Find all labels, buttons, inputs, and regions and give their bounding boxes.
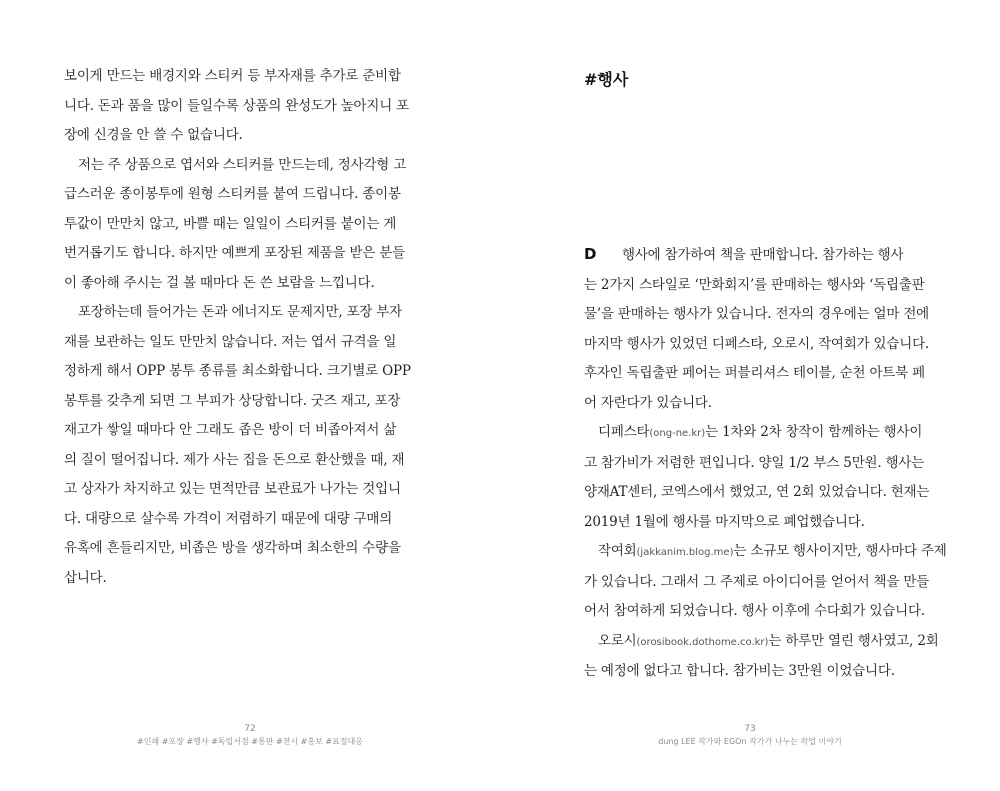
text-line — [584, 330, 940, 360]
text-segment: 는 1차와 2차 창작이 함께하는 행사이 — [705, 424, 923, 440]
url-note: (orosibook.dothome.co.kr) — [636, 636, 769, 648]
text-line: 급스러운 종이봉투에 원형 스티커를 붙여 드립니다. 종이봉 — [64, 186, 401, 202]
text-segment: 디페스타 — [598, 424, 650, 440]
right-running-footer: dung LEE 작가와 EGOn 작가가 나누는 작업 이야기 — [658, 737, 842, 746]
text-line — [584, 240, 940, 271]
text-line — [584, 389, 940, 419]
text-line: 정하게 해서 OPP 봉투 종류를 최소화합니다. 크기별로 OPP — [64, 363, 411, 379]
text-segment: 고 참가비가 저렴한 편입니다. 양일 1/2 부스 5만원. 행사는 — [584, 454, 925, 471]
text-line — [584, 537, 947, 568]
text-line — [584, 300, 940, 330]
text-line: 삽니다. — [64, 569, 107, 586]
text-line — [584, 627, 940, 658]
text-line — [584, 418, 940, 449]
right-page — [500, 0, 1000, 791]
left-page-number: 72 — [244, 724, 256, 734]
dropcap: D — [584, 245, 597, 263]
text-line — [584, 597, 940, 627]
text-segment: 는 소규모 행사이지만, 행사마다 주제 — [733, 543, 947, 559]
paragraph — [584, 418, 940, 537]
text-line — [584, 657, 940, 687]
text-segment: 는 하루만 열린 행사였고, 2회 — [768, 632, 939, 649]
text-segment: 가 있습니다. 그래서 그 주제로 아이디어를 얻어서 책을 만들 — [584, 573, 930, 590]
text-line — [584, 508, 940, 538]
text-segment: 물’을 판매하는 행사가 있습니다. 전자의 경우에는 얼마 전에 — [584, 306, 930, 322]
text-line: 재를 보관하는 일도 만만치 않습니다. 저는 엽서 규격을 일 — [64, 333, 397, 350]
text-line — [584, 271, 940, 301]
left-running-footer: #인쇄 #포장 #행사 #독립서점 #통판 #전시 #홍보 #표절대응 — [137, 737, 363, 746]
text-segment: 작여회 — [598, 543, 637, 559]
text-segment: 어서 참여하게 되었습니다. 행사 이후에 수다회가 있습니다. — [584, 603, 925, 619]
right-footer — [500, 723, 1000, 748]
text-line: 니다. 돈과 품을 많이 들일수록 상품의 완성도가 높아지니 포 — [64, 97, 410, 114]
text-line: 의 질이 떨어집니다. 제가 사는 집을 돈으로 환산했을 때, 재 — [64, 451, 405, 468]
text-line: 포장하는데 들어가는 돈과 에너지도 문제지만, 포장 부자 — [78, 304, 402, 320]
text-line: 이 좋아해 주시는 걸 볼 때마다 돈 쓴 보람을 느낍니다. — [64, 274, 375, 291]
text-segment: 는 예정에 없다고 합니다. 참가비는 3만원 이었습니다. — [584, 663, 895, 679]
text-line — [584, 359, 940, 389]
text-line: 장에 신경을 안 쓸 수 없습니다. — [64, 127, 243, 143]
text-line — [584, 449, 940, 479]
text-segment: 양재AT센터, 코엑스에서 했었고, 연 2회 있었습니다. 현재는 — [584, 484, 930, 500]
text-line: 봉투를 갖추게 되면 그 부피가 상당합니다. 굿즈 재고, 포장 — [64, 392, 401, 409]
text-line: 보이게 만드는 배경지와 스티커 등 부자재를 추가로 준비합 — [64, 68, 401, 84]
paragraph — [64, 62, 420, 151]
text-line: 투값이 만만치 않고, 바쁠 때는 일일이 스티커를 붙이는 게 — [64, 215, 397, 232]
text-segment: 행사에 참가하여 책을 판매합니다. 참가하는 행사 — [622, 247, 904, 263]
right-page-number: 73 — [744, 724, 756, 734]
paragraph — [64, 298, 420, 593]
text-segment: 는 2가지 스타일로 ‘만화회지’를 판매하는 행사와 ‘독립출판 — [584, 276, 925, 293]
url-note: (jakkanim.blog.me) — [636, 547, 734, 558]
paragraph — [584, 537, 947, 627]
left-body-text — [64, 62, 420, 593]
text-line: 재고가 쌓일 때마다 안 그래도 좁은 방이 더 비좁아져서 삶 — [64, 422, 397, 438]
text-line — [584, 568, 940, 598]
paragraph — [64, 151, 420, 299]
text-line — [584, 478, 940, 508]
paragraph — [584, 627, 940, 687]
text-segment: 오로시 — [598, 632, 637, 649]
text-line: 번거롭기도 합니다. 하지만 예쁘게 포장된 제품을 받은 분들 — [64, 245, 405, 261]
text-line: 유혹에 흔들리지만, 비좁은 방을 생각하며 최소한의 수량을 — [64, 540, 401, 556]
text-segment: 마지막 행사가 있었던 디페스타, 오로시, 작여회가 있습니다. — [584, 335, 930, 352]
text-segment: 2019년 1월에 행사를 마지막으로 폐업했습니다. — [584, 513, 865, 530]
right-body-text — [584, 240, 947, 687]
text-segment: 어 자란다가 있습니다. — [584, 394, 712, 411]
text-line: 저는 주 상품으로 엽서와 스티커를 만드는데, 정사각형 고 — [78, 156, 407, 173]
text-line: 고 상자가 차지하고 있는 면적만큼 보관료가 나가는 것입니 — [64, 481, 401, 497]
section-heading: #행사 — [584, 70, 629, 89]
left-footer — [0, 723, 500, 748]
url-note: (ong-ne.kr) — [649, 428, 706, 439]
text-line: 다. 대량으로 살수록 가격이 저렴하기 때문에 대량 구매의 — [64, 510, 393, 527]
paragraph — [584, 240, 940, 418]
text-segment: 후자인 독립출판 페어는 퍼블리셔스 테이블, 순천 아트북 페 — [584, 365, 925, 381]
